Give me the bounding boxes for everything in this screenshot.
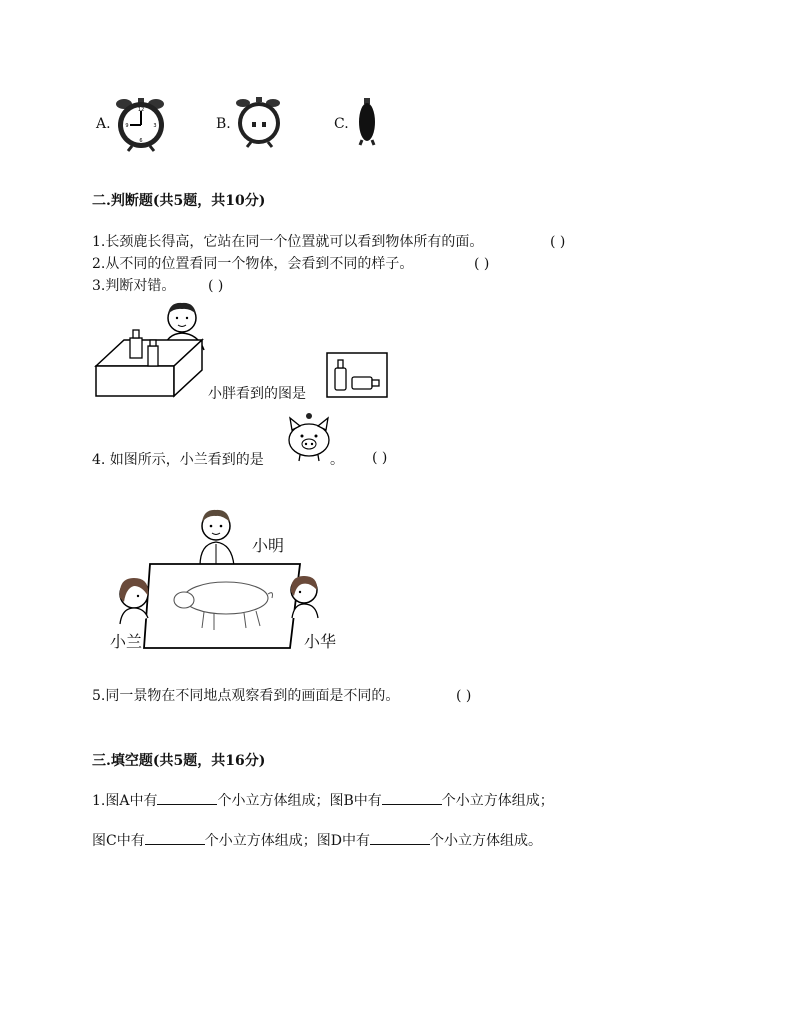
svg-text:12: 12 — [137, 107, 145, 113]
fill-line2-part-c: 个小立方体组成。 — [429, 833, 542, 849]
answer-blank-a[interactable] — [157, 790, 217, 805]
question-1-answer-paren[interactable]: ( ) — [550, 234, 566, 250]
fill-line2-part-a: 图C中有 — [92, 833, 145, 849]
question-5-answer-paren[interactable]: ( ) — [456, 688, 472, 704]
question-4-answer-paren[interactable]: ( ) — [372, 450, 388, 466]
fill-line2-part-b: 个小立方体组成；图D中有 — [204, 833, 370, 849]
svg-text:9: 9 — [125, 123, 129, 129]
question-3-caption: 小胖看到的图是 — [208, 386, 306, 402]
option-c-label: C. — [334, 116, 349, 132]
alarm-clock-back-icon — [232, 96, 288, 148]
svg-text:3: 3 — [153, 123, 157, 129]
alarm-clock-front-icon — [112, 96, 172, 152]
question-2-text: 2.从不同的位置看同一个物体，会看到不同的样子。 — [92, 256, 414, 272]
answer-blank-d[interactable] — [370, 830, 430, 845]
question-4-text: 4. 如图所示，小兰看到的是 — [92, 452, 264, 468]
question-3-answer-paren[interactable]: ( ) — [208, 278, 224, 294]
answer-blank-c[interactable] — [145, 830, 205, 845]
option-a-label: A. — [96, 116, 111, 132]
question-2-answer-paren[interactable]: ( ) — [474, 256, 490, 272]
question-5-text: 5.同一景物在不同地点观察看到的画面是不同的。 — [92, 688, 400, 704]
pig-face-picture — [286, 410, 332, 464]
answer-blank-b[interactable] — [382, 790, 442, 805]
name-label-xiaohua: 小华 — [304, 632, 337, 651]
section2-heading: 二.判断题(共5题，共10分) — [92, 193, 266, 209]
fill-in-line-2 — [92, 830, 542, 851]
question-1-text: 1.长颈鹿长得高，它站在同一个位置就可以看到物体所有的面。 — [92, 234, 484, 250]
fill-in-line-1 — [92, 790, 554, 811]
name-label-xiaolan: 小兰 — [110, 632, 143, 651]
boy-at-table-illustration — [94, 298, 214, 400]
name-label-xiaoming: 小明 — [252, 536, 285, 555]
fill-line1-part-b: 个小立方体组成；图B中有 — [217, 793, 382, 809]
fill-line1-part-a: 1.图A中有 — [92, 793, 158, 809]
question-3-text: 3.判断对错。 — [92, 278, 176, 294]
question-4-period: 。 — [330, 452, 344, 468]
fill-line1-part-c: 个小立方体组成； — [441, 793, 554, 809]
svg-text:6: 6 — [139, 138, 143, 144]
alarm-clock-side-icon — [356, 98, 378, 146]
option-b-label: B. — [216, 116, 231, 132]
section3-heading: 三.填空题(共5题，共16分) — [92, 753, 266, 769]
bottles-view-picture — [326, 352, 388, 398]
